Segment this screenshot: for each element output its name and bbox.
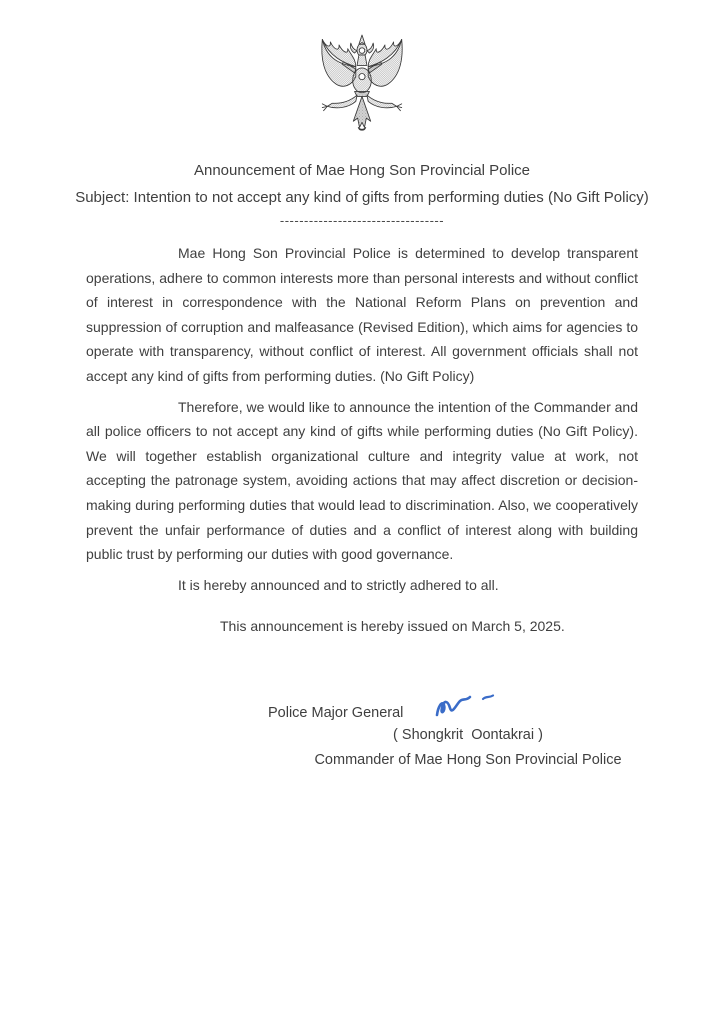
page-title: Announcement of Mae Hong Son Provincial Police: [193, 162, 531, 179]
signature-row: [268, 685, 668, 723]
subject-line: Subject: Intention to not accept any kind of gifts from performing duties (No Gift Policy): [75, 189, 649, 206]
signer-rank: Police Major General: [268, 704, 404, 721]
garuda-emblem-graphic: [300, 33, 424, 145]
paragraph-1: Mae Hong Son Provincial Police is determined to develop transparent operations, adhere to common interests more than personal interests and without conflict of interest in correspondence with the National Reform Plans on prevention and suppression of corruption and malfeasance (Revised Edition), which aims for agencies to operate with transparency, without conflict of interest. All government officials shall not accept any kind of gifts from performing duties. (No Gift Policy): [86, 245, 638, 384]
document-body: [86, 241, 638, 770]
signer-title: Commander of Mae Hong Son Provincial Police: [314, 751, 622, 768]
garuda-emblem: [300, 33, 424, 145]
signer-name: ( Shongkrit Oontakrai ): [393, 726, 543, 743]
paragraph-2: Therefore, we would like to announce the intention of the Commander and all police officers to not accept any kind of gifts while performing duties (No Gift Policy). We will together establish organizational culture and integrity value at work, not accepting the patronage system, avoiding actions that may affect discretion or decision-making during performing duties that would lead to discrimination. Also, we cooperatively prevent the unfair performance of duties and a conflict of interest along with building public trust by performing our duties with good governance.: [86, 398, 638, 563]
closing-statement: It is hereby announced and to strictly adhered to all.: [178, 576, 499, 593]
issue-date-statement: This announcement is hereby issued on March 5, 2025.: [220, 618, 565, 635]
divider-dashes: ----------------------------------: [279, 213, 445, 228]
signature-ink-icon: [431, 686, 503, 727]
signature-block: [268, 685, 668, 770]
